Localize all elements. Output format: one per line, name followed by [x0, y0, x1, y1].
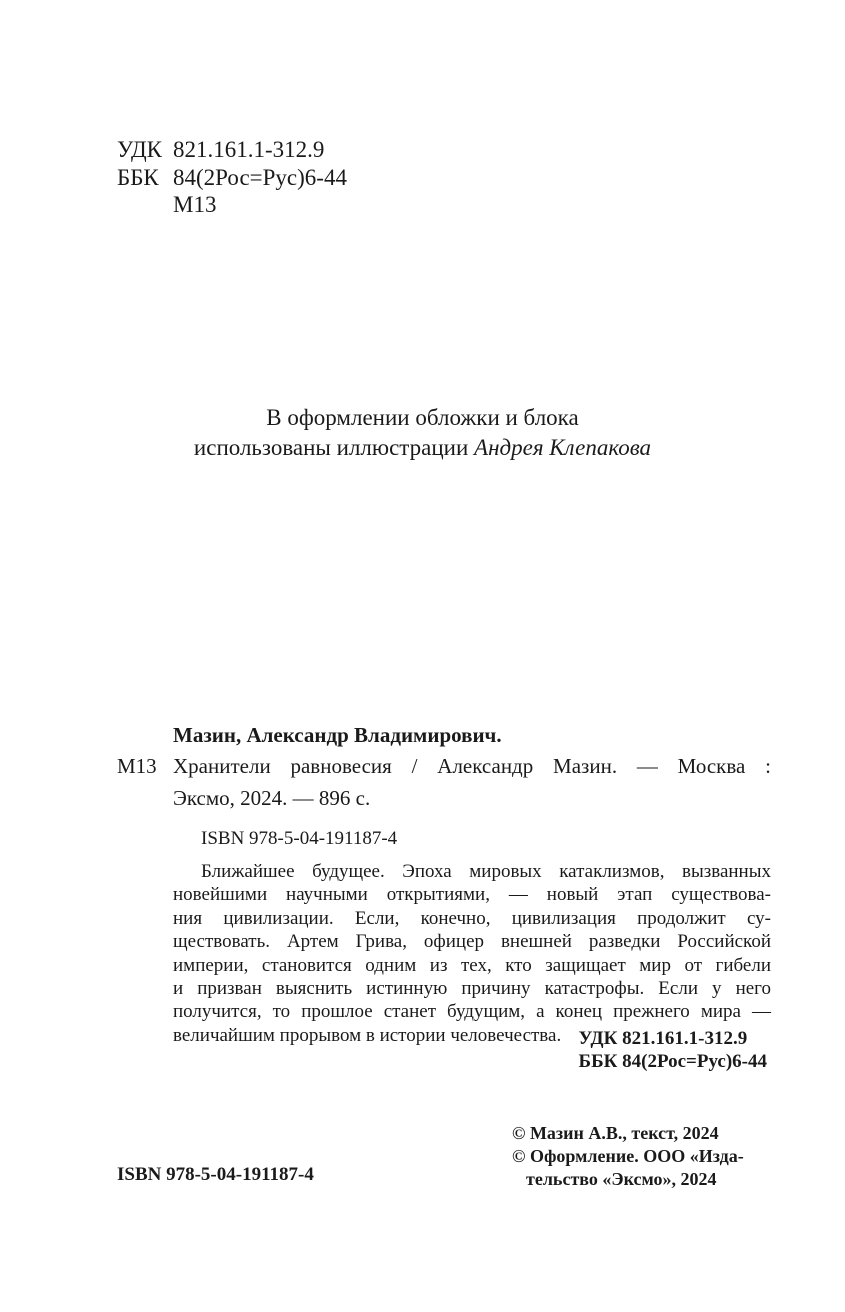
- udk-label: УДК: [117, 137, 162, 162]
- annotation-line: ществовать. Артем Грива, офицер внешней разведки Российской: [173, 931, 771, 953]
- annotation: [173, 860, 771, 1047]
- copyright-line2: © Оформление. ООО «Изда-: [512, 1146, 744, 1166]
- annotation-line: новейшими научными открытиями, — новый этап существова-: [173, 884, 771, 906]
- entry-reference: [117, 750, 771, 782]
- illustrator-name: Андрея Клепакова: [474, 435, 652, 460]
- entry-isbn: ISBN 978-5-04-191187-4: [201, 828, 398, 849]
- bibliographic-entry: [117, 720, 771, 1047]
- udk-value: 821.161.1-312.9: [173, 137, 325, 162]
- entry-code: М13: [117, 754, 157, 778]
- illustrations-line1: В оформлении обложки и блока: [266, 405, 579, 430]
- annotation-line: получится, то прошлое станет будущим, а конец прежнего мира —: [173, 1001, 771, 1023]
- bbk-row: [117, 164, 347, 192]
- illustrations-prefix: использованы иллюстрации: [193, 435, 475, 460]
- entry-ref-line2: Эксмо, 2024. — 896 с.: [173, 786, 371, 810]
- bbk-value: 84(2Рос=Рус)6-44: [173, 164, 347, 190]
- illustrations-credit: [0, 403, 845, 463]
- udk-row: [117, 136, 347, 164]
- annotation-line: Ближайшее будущее. Эпоха мировых катаклизмов, вызванных: [201, 861, 771, 882]
- bottom-udk: УДК 821.161.1-312.9: [578, 1028, 748, 1049]
- bottom-classification-codes: [579, 1027, 767, 1073]
- copyright-line1: © Мазин А.В., текст, 2024: [512, 1123, 719, 1143]
- author-mark-row: [117, 191, 347, 219]
- copyright-block: [512, 1122, 744, 1191]
- classification-codes: [117, 136, 347, 219]
- annotation-line: ния цивилизации. Если, конечно, цивилизация продолжит су-: [173, 907, 771, 929]
- annotation-line: империи, становится одним из тех, кто защищает мир от гибели: [173, 954, 771, 976]
- author-mark: М13: [173, 192, 217, 217]
- entry-ref-line1: Хранители равновесия / Александр Мазин. — Москва :: [173, 754, 771, 778]
- bottom-bbk: ББК 84(2Рос=Рус)6-44: [578, 1051, 767, 1072]
- bbk-label: ББК: [117, 164, 159, 190]
- illustrations-line2: [0, 433, 845, 463]
- copyright-line3: тельство «Эксмо», 2024: [526, 1169, 717, 1189]
- annotation-line: и призван выяснить истинную причину катастрофы. Если у него: [173, 978, 771, 1000]
- isbn-bottom: ISBN 978-5-04-191187-4: [117, 1164, 314, 1185]
- entry-author: Мазин, Александр Владимирович.: [173, 723, 502, 747]
- annotation-line: величайшим прорывом в истории человечества.: [173, 1024, 562, 1046]
